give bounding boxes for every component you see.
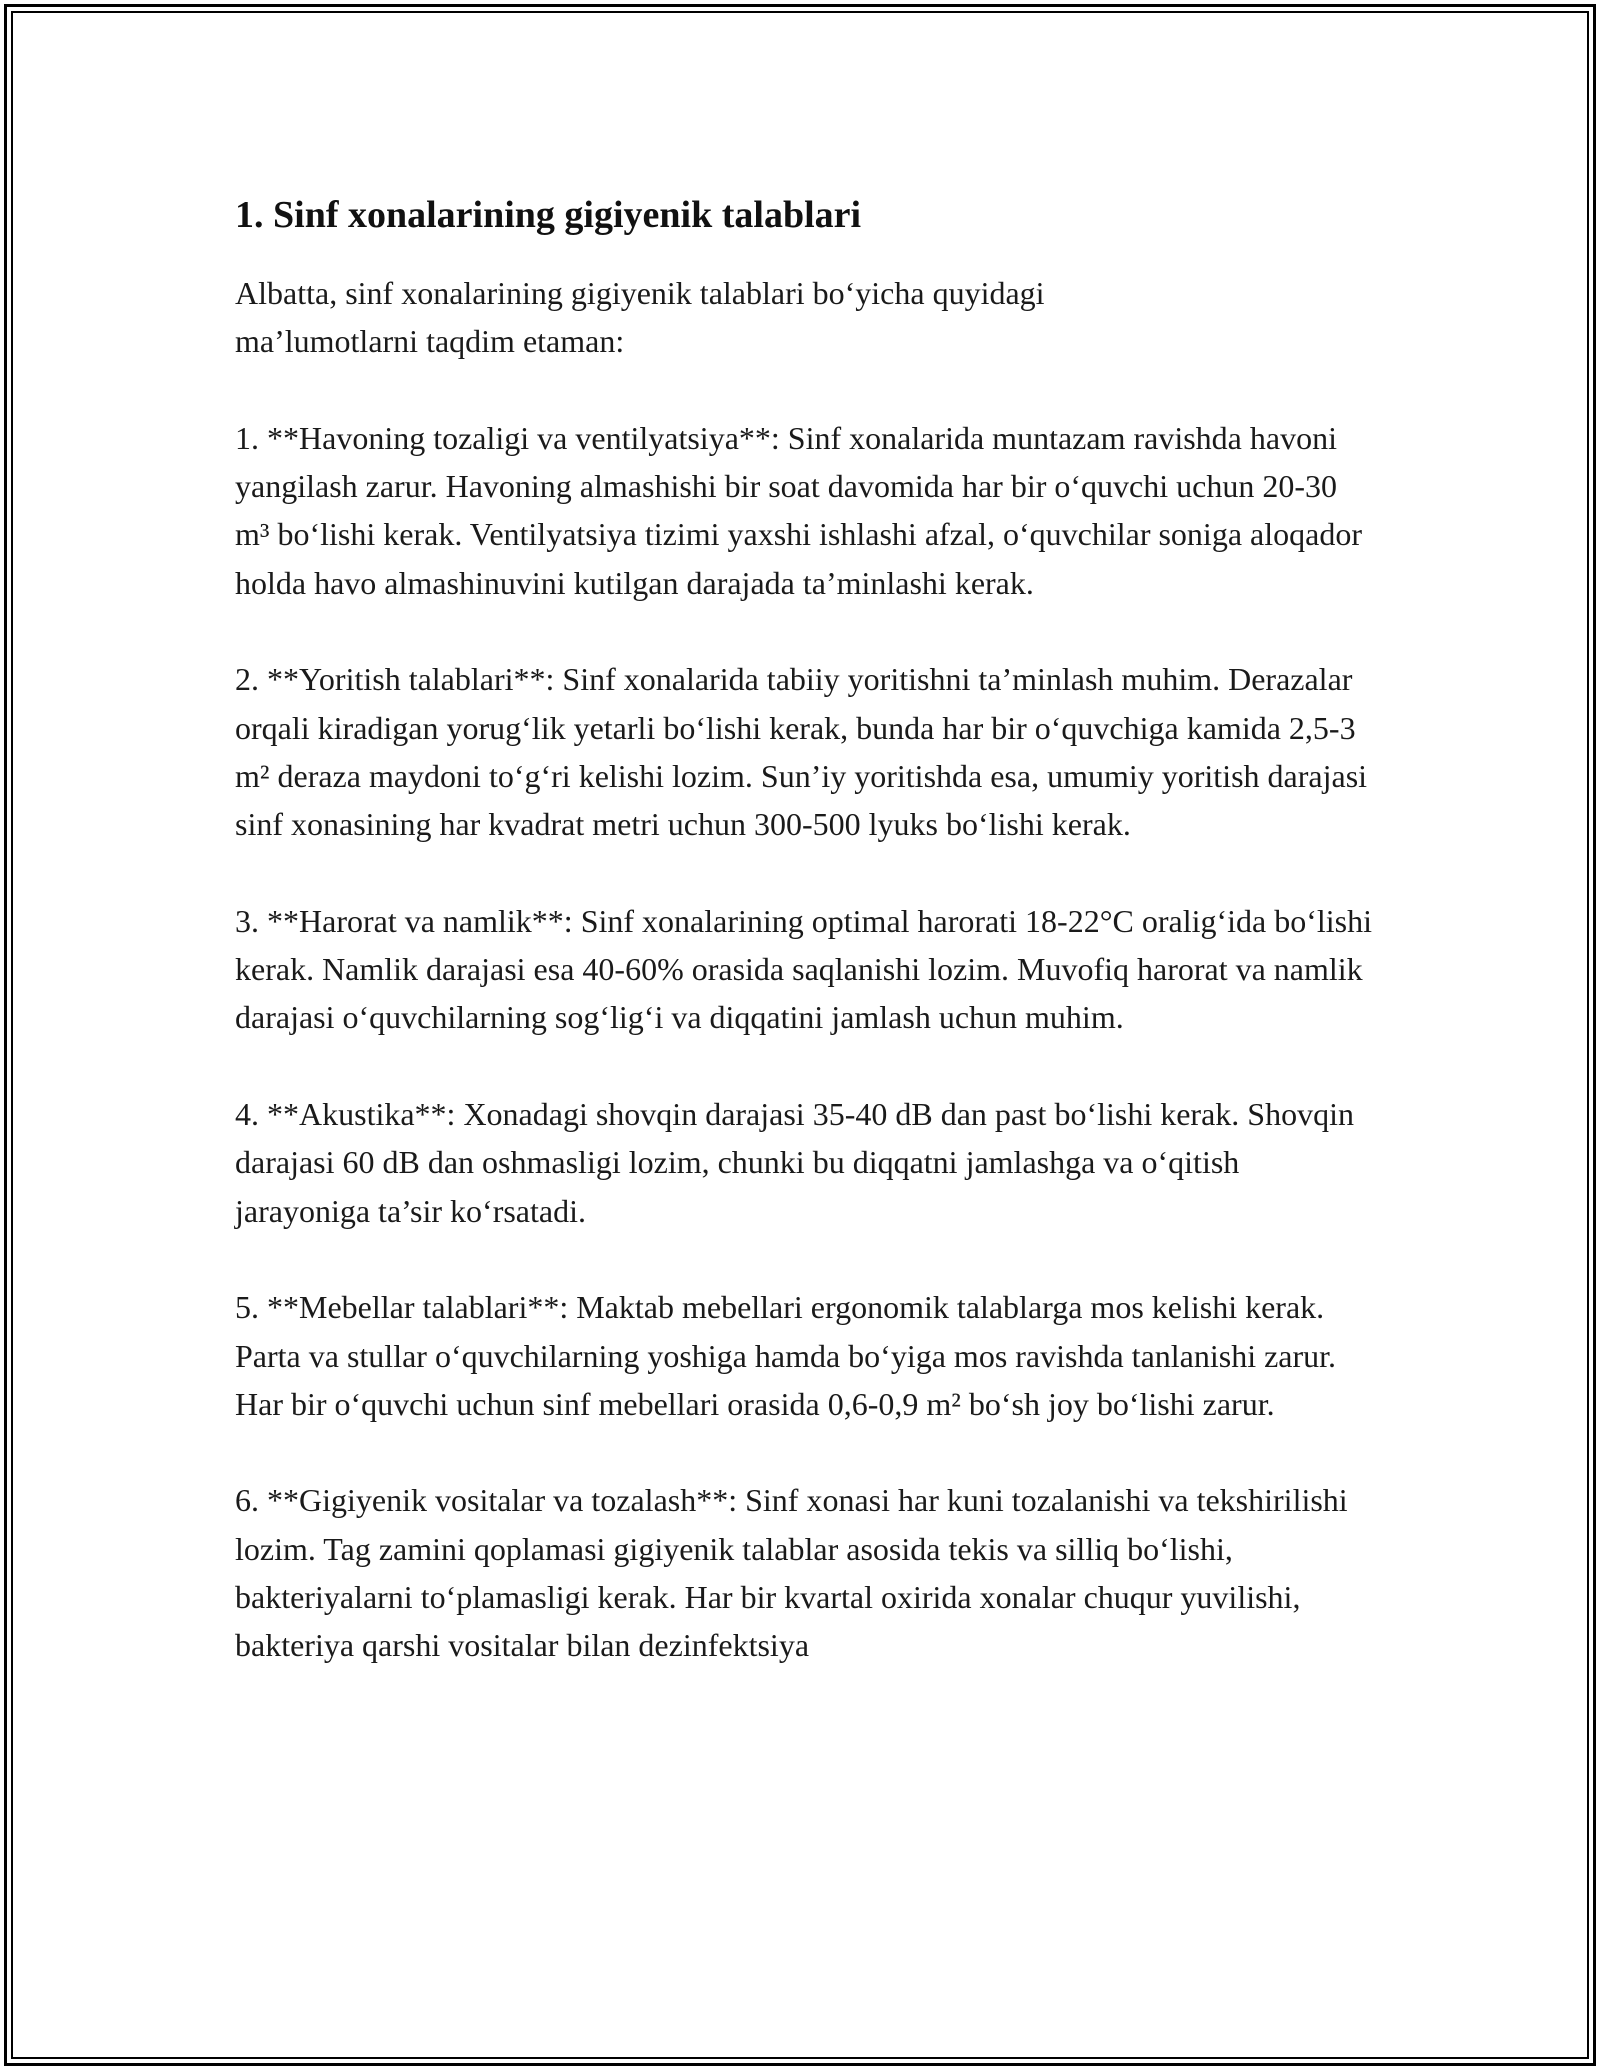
document-body bbox=[235, 187, 1375, 1718]
document-title: 1. Sinf xonalarining gigiyenik talablari bbox=[235, 194, 862, 236]
paragraph-furniture: 5. **Mebellar talablari**: Maktab mebellari ergonomik talablarga mos kelishi kerak. Parta va stullar o‘quvchilarning yoshiga hamda bo‘yiga mos ravishda tanlanishi zarur. Har bir o‘quvchi uchun sinf mebellari orasida 0,6-0,9 m² bo‘sh joy bo‘lishi zarur. bbox=[235, 1289, 1337, 1422]
paragraph-lighting: 2. **Yoritish talablari**: Sinf xonalarida tabiiy yoritishni ta’minlash muhim. Derazalar orqali kiradigan yorug‘lik yetarli bo‘lishi kerak, bunda har bir o‘quvchiga kamida 2,5-3 m² deraza maydoni to‘g‘ri kelishi lozim. Sun’iy yoritishda esa, umumiy yoritish darajasi sinf xonasining har kvadrat metri uchun 300-500 lyuks bo‘lishi kerak. bbox=[235, 661, 1368, 843]
paragraph-cleaning: 6. **Gigiyenik vositalar va tozalash**: Sinf xonasi har kuni tozalanishi va tekshirilishi lozim. Tag zamini qoplamasi gigiyenik talablar asosida tekis va silliq bo‘lishi, bakteriyalarni to‘plamasligi kerak. Har bir kvartal oxirida xonalar chuqur yuvilishi, bakteriya qarshi vositalar bilan dezinfektsiya bbox=[235, 1482, 1348, 1664]
intro-paragraph: Albatta, sinf xonalarining gigiyenik talablari bo‘yicha quyidagi ma’lumotlarni taqdim etaman: bbox=[235, 275, 1045, 360]
paragraph-acoustics: 4. **Akustika**: Xonadagi shovqin darajasi 35-40 dB dan past bo‘lishi kerak. Shovqin darajasi 60 dB dan oshmasligi lozim, chunki bu diqqatni jamlashga va o‘qitish jarayoniga ta’sir ko‘rsatadi. bbox=[235, 1096, 1354, 1229]
paragraph-temperature-humidity: 3. **Harorat va namlik**: Sinf xonalarining optimal harorati 18-22°C oralig‘ida bo‘lishi kerak. Namlik darajasi esa 40-60% orasida saqlanishi lozim. Muvofiq harorat va namlik darajasi o‘quvchilarning sog‘lig‘i va diqqatini jamlash uchun muhim. bbox=[235, 902, 1372, 1036]
paragraph-ventilation: 1. **Havoning tozaligi va ventilyatsiya**: Sinf xonalarida muntazam ravishda havoni yangilash zarur. Havoning almashishi bir soat davomida har bir o‘quvchi uchun 20-30 m³ bo‘lishi kerak. Ventilyatsiya tizimi yaxshi ishlashi afzal, o‘quvchilar soniga aloqador holda havo almashinuvini kutilgan darajada ta’minlashi kerak. bbox=[235, 419, 1362, 601]
